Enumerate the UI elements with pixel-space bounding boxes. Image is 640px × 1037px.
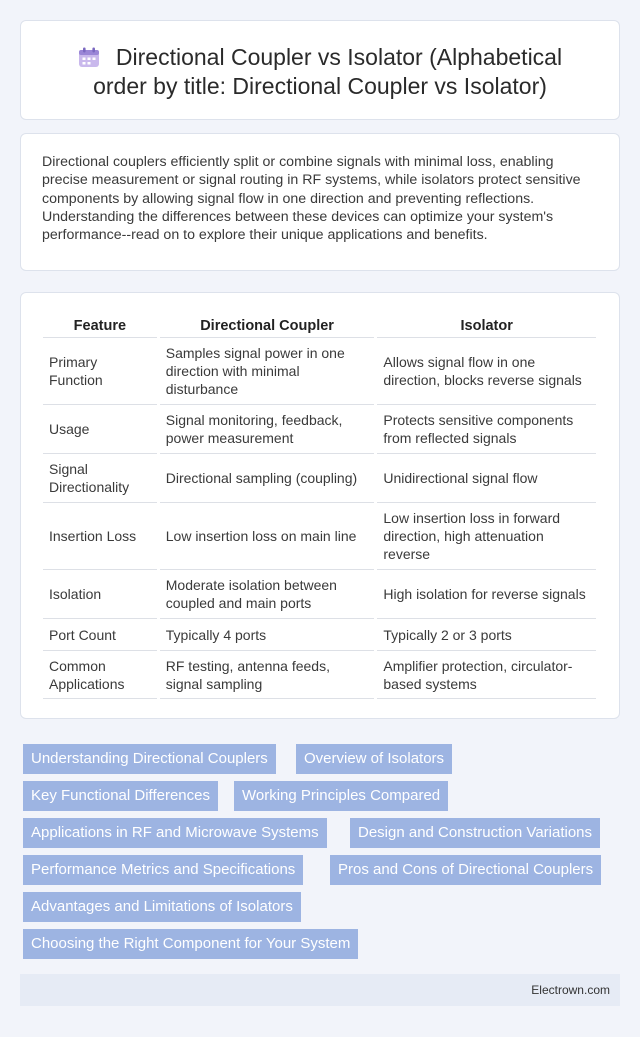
row-feature: Usage [43,405,157,454]
row-isolator-value: Low insertion loss in forward direction, high attenuation reverse [377,503,596,570]
tag-pros-cons-directional-couplers[interactable]: Pros and Cons of Directional Couplers [330,855,601,885]
row-isolator-value: High isolation for reverse signals [377,570,596,619]
calendar-icon [78,47,100,68]
title-card [20,20,620,120]
table-row [43,651,596,699]
row-feature: Port Count [43,619,157,651]
table-row [43,503,596,570]
row-coupler-value: Signal monitoring, feedback, power measurement [160,405,375,454]
row-feature: Insertion Loss [43,503,157,570]
table-row [43,338,596,405]
header-directional-coupler: Directional Coupler [160,315,375,338]
row-coupler-value: Typically 4 ports [160,619,375,651]
row-feature: Isolation [43,570,157,619]
row-coupler-value: Low insertion loss on main line [160,503,375,570]
intro-card [20,133,620,271]
tag-overview-of-isolators[interactable]: Overview of Isolators [296,744,452,774]
row-coupler-value: Moderate isolation between coupled and main ports [160,570,375,619]
header-feature: Feature [43,315,157,338]
footer-site-link[interactable]: Electrown.com [531,983,610,997]
tag-design-construction-variations[interactable]: Design and Construction Variations [350,818,600,848]
row-feature: Primary Function [43,338,157,405]
table-row [43,405,596,454]
header-isolator: Isolator [377,315,596,338]
comparison-card [20,292,620,719]
row-coupler-value: RF testing, antenna feeds, signal sampling [160,651,375,699]
row-isolator-value: Amplifier protection, circulator-based systems [377,651,596,699]
table-row [43,454,596,503]
footer [20,974,620,1006]
table-row [43,570,596,619]
row-isolator-value: Protects sensitive components from reflected signals [377,405,596,454]
row-isolator-value: Typically 2 or 3 ports [377,619,596,651]
page-title-wrap [61,43,579,101]
row-coupler-value: Directional sampling (coupling) [160,454,375,503]
table-header-row [43,315,596,338]
row-feature: Common Applications [43,651,157,699]
row-isolator-value: Unidirectional signal flow [377,454,596,503]
row-isolator-value: Allows signal flow in one direction, blocks reverse signals [377,338,596,405]
row-feature: Signal Directionality [43,454,157,503]
page-title: Directional Coupler vs Isolator (Alphabetical order by title: Directional Coupler vs Isolator) [93,44,563,99]
row-coupler-value: Samples signal power in one direction with minimal disturbance [160,338,375,405]
tag-performance-metrics[interactable]: Performance Metrics and Specifications [23,855,303,885]
tag-advantages-limitations-isolators[interactable]: Advantages and Limitations of Isolators [23,892,301,922]
tag-key-functional-differences[interactable]: Key Functional Differences [23,781,218,811]
tag-choosing-right-component[interactable]: Choosing the Right Component for Your System [23,929,358,959]
intro-paragraph: Directional couplers efficiently split or combine signals with minimal loss, enabling precise measurement or signal routing in RF systems, while isolators protect sensitive components by allowing signal flow in one direction and preventing reflections. Understanding the differences between these devices can optimize your system's performance--read on to explore their unique applications and benefits. [42,154,581,244]
table-row [43,619,596,651]
comparison-table [40,315,599,699]
tag-applications-rf-microwave[interactable]: Applications in RF and Microwave Systems [23,818,327,848]
tag-understanding-directional-couplers[interactable]: Understanding Directional Couplers [23,744,276,774]
tag-working-principles-compared[interactable]: Working Principles Compared [234,781,448,811]
